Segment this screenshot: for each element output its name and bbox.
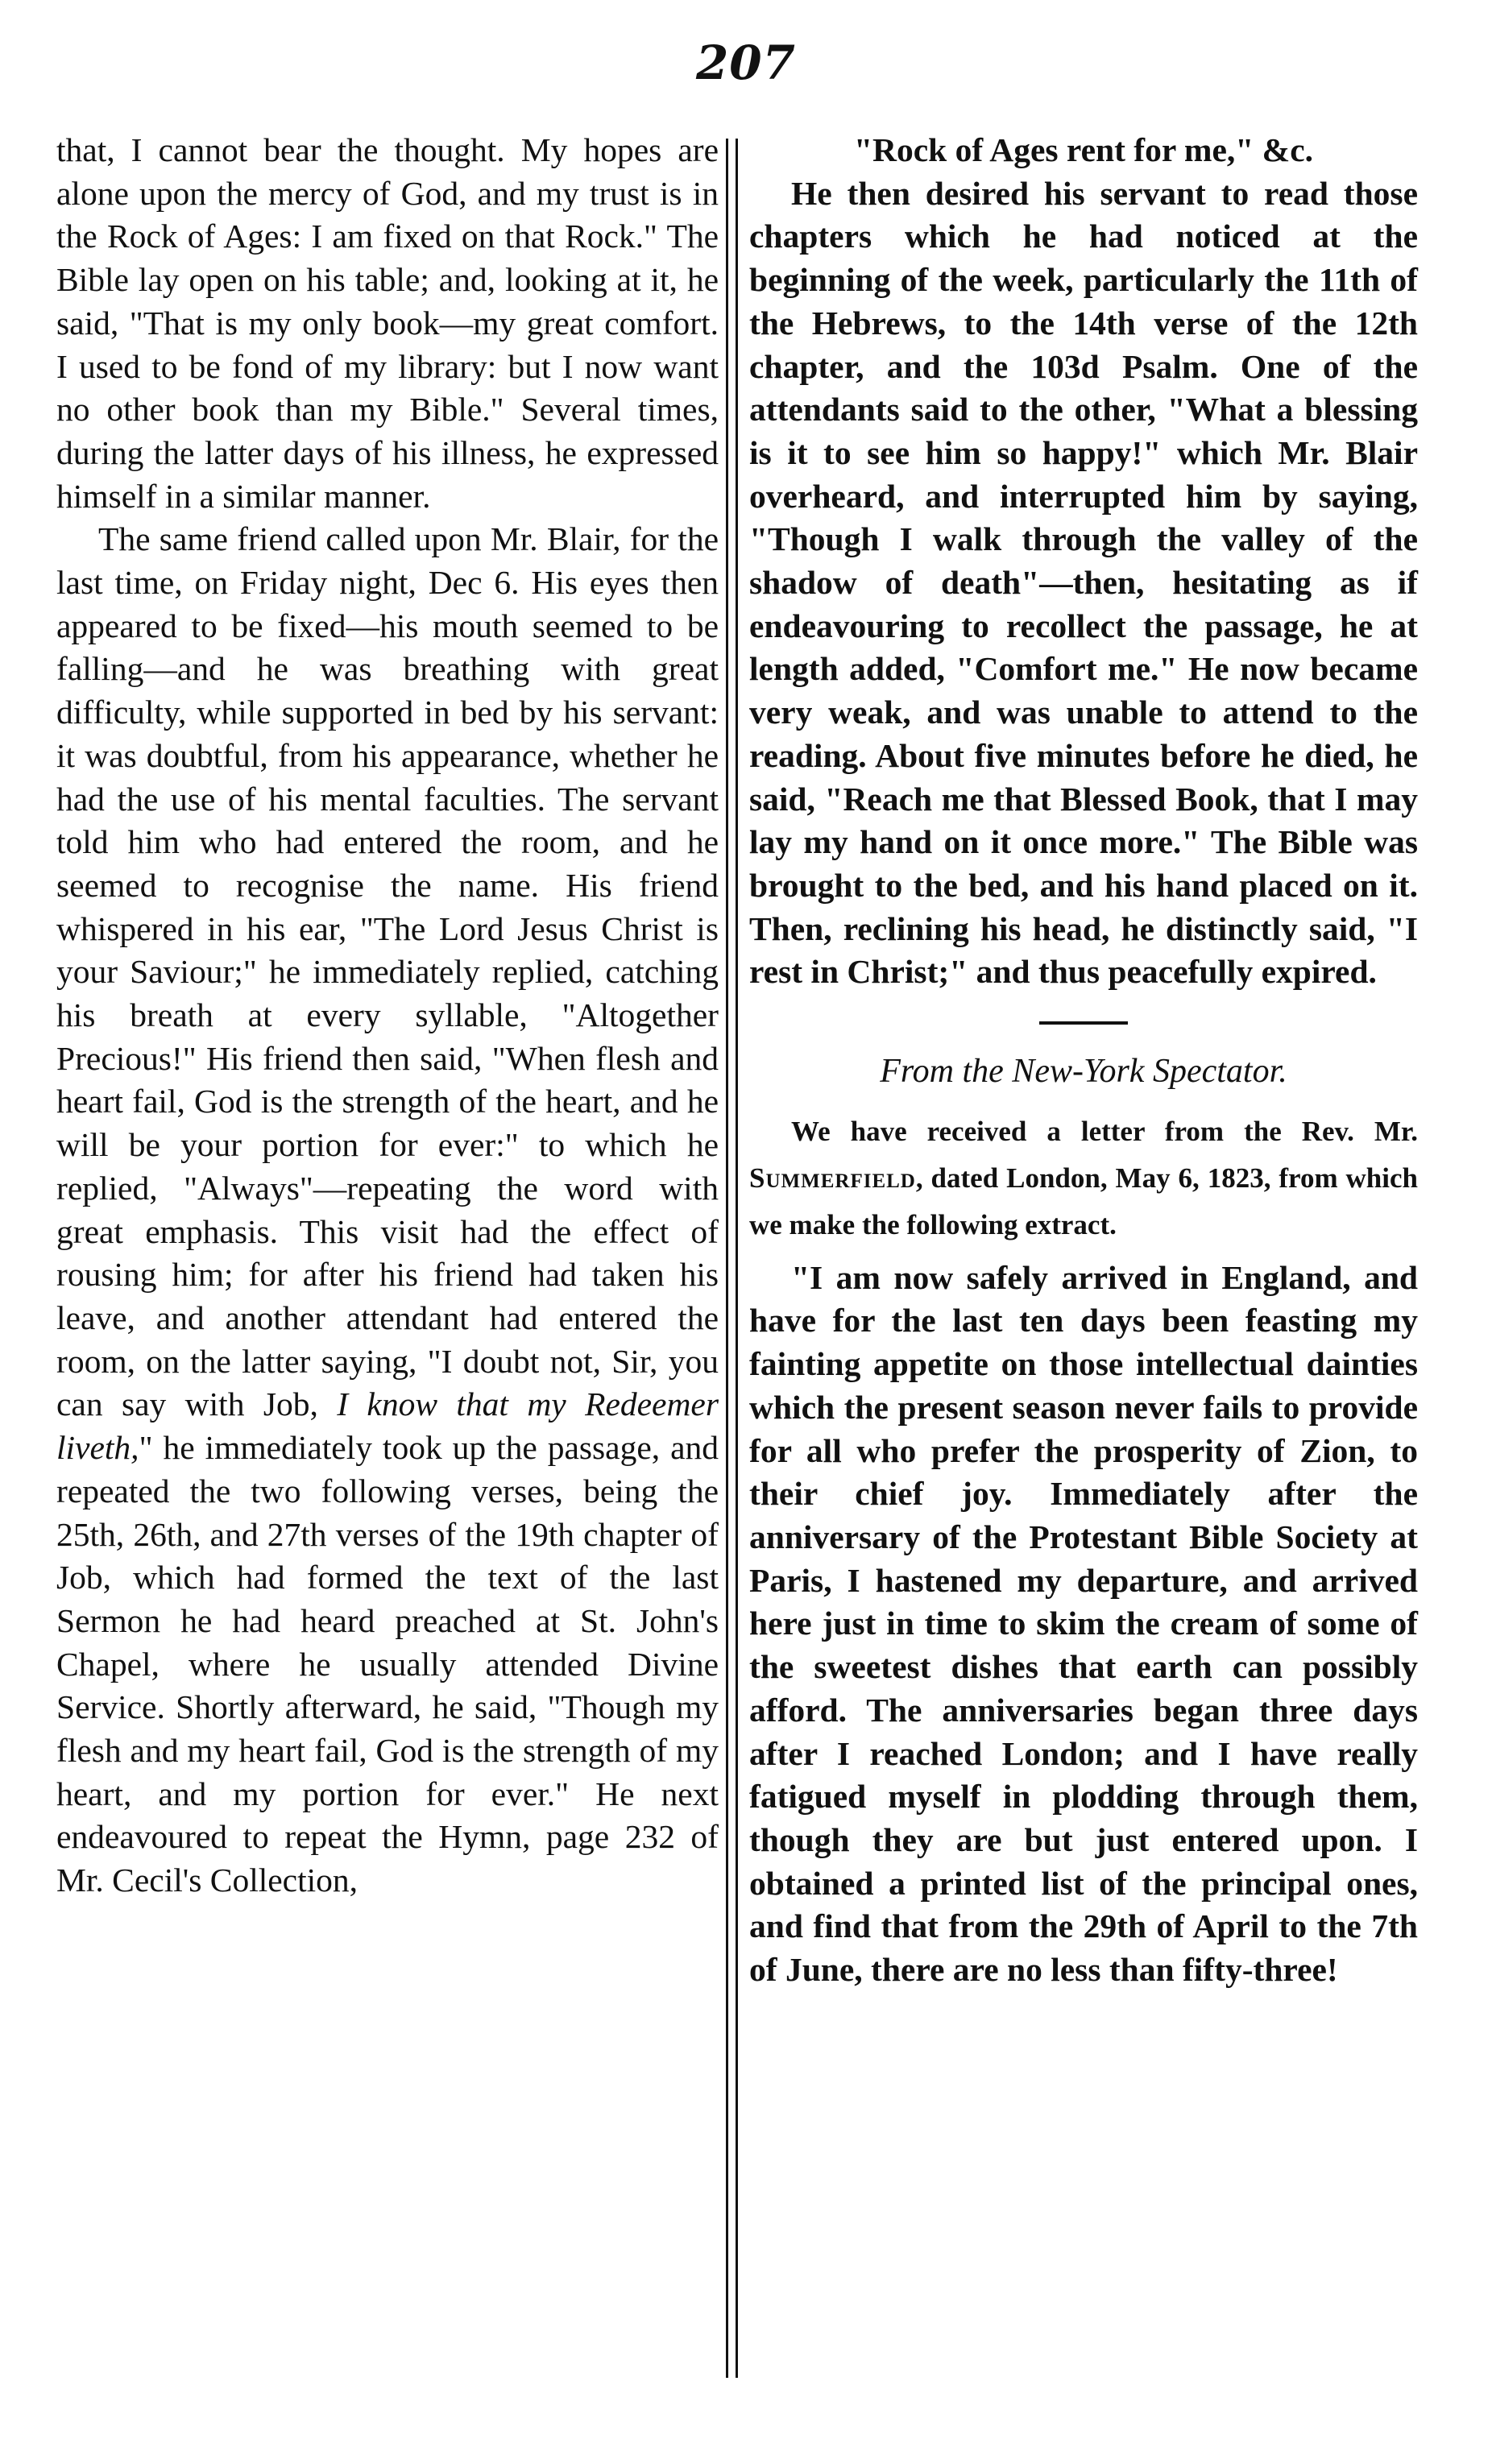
section-separator: [1039, 1021, 1128, 1025]
left-paragraph-2-text-b: " he immediately took up the passage, and repeated the two following verses, being the 25th, 26th, and 27th verses of the 19th chapter of Job, which had formed the text of the last Sermon he had heard preached at St. John's Chapel, where he usually attended Divine Service. Shortly afterward, he said, "Though my flesh and my heart fail, God is the strength of my heart, and my portion for ever." He next endeavoured to repeat the Hymn, page 232 of Mr. Cecil's Collection,: [56, 1429, 719, 1899]
column-divider-rule-left: [726, 139, 728, 2378]
letter-intro-text-b: , dated London, May 6, 1823, from which we make the following extract.: [749, 1162, 1418, 1240]
right-column: [749, 129, 1418, 1992]
page-number: 207: [695, 35, 797, 90]
source-heading: From the New-York Spectator.: [880, 1053, 1287, 1091]
right-paragraph-1: He then desired his servant to read those chapters which he had noticed at the beginning of the week, particularly the 11th of the Hebrews, to the 14th verse of the 12th chapter, and the 103d Psalm. One of the attendants said to the other, "What a blessing is it to see him so happy!" which Mr. Blair overheard, and interrupted him by saying, "Though I walk through the valley of the shadow of death"—then, hesitating as if endeavouring to recollect the passage, he at length added, "Comfort me." He now became very weak, and was unable to attend to the reading. About five minutes before he died, he said, "Reach me that Blessed Book, that I may lay my hand on it once more." The Bible was brought to the bed, and his hand placed on it. Then, reclining his head, he distinctly said, "I rest in Christ;" and thus peacefully expired.: [749, 174, 1418, 991]
left-paragraph-1: that, I cannot bear the thought. My hopes are alone upon the mercy of God, and my trust is in the Rock of Ages: I am fixed on that Rock." The Bible lay open on his table; and, looking at it, he said, "That is my only book—my great comfort. I used to be fond of my library: but I now want no other book than my Bible." Several times, during the latter days of his illness, he expressed himself in a similar manner.: [56, 131, 719, 515]
hymn-line: "Rock of Ages rent for me," &c.: [853, 131, 1314, 168]
left-paragraph-2-text-a: The same friend called upon Mr. Blair, for the last time, on Friday night, Dec 6. His eyes then appeared to be fixed—his mouth seemed to be falling—and he was breathing with great difficulty, while supported in bed by his servant: it was doubtful, from his appearance, whether he had the use of his mental faculties. The servant told him who had entered the room, and he seemed to recognise the name. His friend whispered in his ear, "The Lord Jesus Christ is your Saviour;" he immediately replied, catching his breath at every syllable, "Altogether Precious!" His friend then said, "When flesh and heart fail, God is the strength of the heart, and he will be your portion for ever:" to which he replied, "Always"—repeating the word with great emphasis. This visit had the effect of rousing him; for after his friend had taken his leave, and another attendant had entered the room, on the latter saying, "I doubt not, Sir, you can say with Job,: [56, 520, 719, 1423]
letter-author-name: Summerfield: [749, 1162, 916, 1194]
letter-intro: [749, 1108, 1418, 1249]
letter-intro-text-a: We have received a letter from the Rev. Mr.: [791, 1115, 1418, 1147]
letter-extract: "I am now safely arrived in England, and have for the last ten days been feasting my fainting appetite on those intellectual dainties which the present season never fails to provide for all who prefer the prosperity of Zion, to their chief joy. Immediately after the anniversary of the Protestant Bible Society at Paris, I hastened my departure, and arrived here just in time to skim the cream of some of the sweetest dishes that earth can possibly afford. The anniversaries began three days after I reached London; and I have really fatigued myself in plodding through them, though they are but just entered upon. I obtained a printed list of the principal ones, and find that from the 29th of April to the 7th of June, there are no less than fifty-three!: [749, 1258, 1418, 1989]
left-paragraph-2-italic-quote: I know that my Redeemer liveth,: [56, 1385, 719, 1467]
left-column: [56, 129, 719, 1903]
left-paragraph-2: [56, 518, 719, 1903]
column-divider-rule-right: [736, 139, 738, 2378]
